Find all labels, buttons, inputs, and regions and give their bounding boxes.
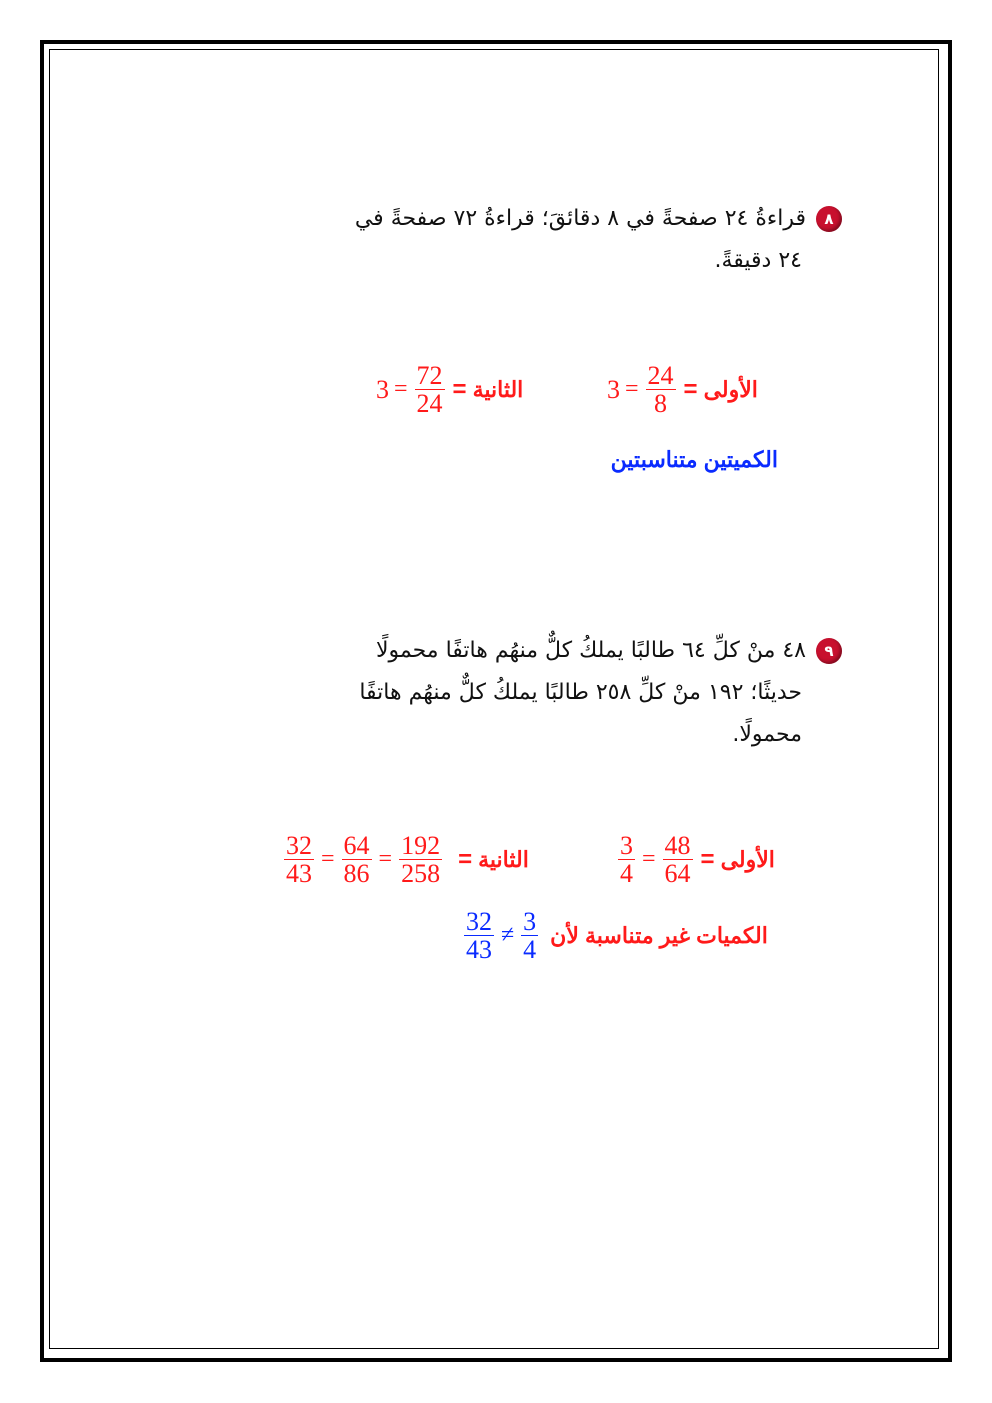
numerator: 3 <box>620 831 633 860</box>
problem-9-text-3: محمولًا. <box>732 721 802 747</box>
sol8-first-result: 3 <box>607 374 620 404</box>
sol9-first-fraction-1 <box>663 832 693 888</box>
numerator: 3 <box>523 907 537 936</box>
problem-8-text-1: قراءةُ ٢٤ صفحةً في ٨ دقائقَ؛ قراءةُ ٧٢ صفحةً في <box>354 206 806 231</box>
denominator: 4 <box>620 859 633 889</box>
solution-8-second <box>376 362 523 418</box>
problem-8-line-2 <box>282 240 842 282</box>
equals-sign: = <box>642 846 656 873</box>
problem-9 <box>282 630 842 755</box>
sol9-second-fraction-3 <box>284 832 314 888</box>
equals-sign: = <box>378 846 393 873</box>
problem-8-badge: ٨ <box>816 206 842 232</box>
denominator: 64 <box>664 859 691 889</box>
sol8-second-fraction <box>415 362 445 418</box>
numerator: 48 <box>664 831 691 860</box>
sol8-first-label: الأولى <box>703 376 758 402</box>
sol9-conclusion-text: الكميات غير متناسبة لأن <box>550 922 768 948</box>
numerator: 24 <box>647 361 674 390</box>
problem-9-line-3 <box>282 714 842 756</box>
denominator: 43 <box>286 859 312 889</box>
equals-sign: = <box>625 376 639 403</box>
equals-sign: = <box>394 376 408 403</box>
problem-9-line-1 <box>282 630 842 672</box>
denominator: 258 <box>401 859 441 889</box>
sol9-compare-fraction-2 <box>464 908 494 964</box>
equals-sign: = <box>452 375 467 403</box>
denominator: 24 <box>416 389 443 419</box>
numerator: 64 <box>343 831 370 860</box>
solution-9-second <box>282 832 529 888</box>
denominator: 43 <box>466 935 492 965</box>
not-equal-sign: ≠ <box>501 922 515 949</box>
numerator: 72 <box>416 361 443 390</box>
solution-8-conclusion: الكميتين متناسبتين <box>610 447 778 472</box>
equals-sign: = <box>458 845 473 873</box>
sol9-second-fraction-1 <box>399 832 442 888</box>
problem-8-text-2: ٢٤ دقيقةً. <box>714 247 802 273</box>
solution-9-conclusion <box>462 908 768 964</box>
sol8-first-fraction <box>646 362 676 418</box>
equals-sign: = <box>700 845 715 873</box>
sol8-second-result: 3 <box>376 374 389 404</box>
problem-9-line-2 <box>282 672 842 714</box>
sol9-second-fraction-2 <box>342 832 372 888</box>
solution-9-first <box>616 832 775 888</box>
sol9-compare-fraction-1 <box>521 908 538 964</box>
solution-8-first <box>607 362 758 418</box>
problem-9-text-1: ٤٨ منْ كلِّ ٦٤ طالبًا يملكُ كلٌّ منهُم هاتفًا محمولًا <box>375 638 806 663</box>
sol9-second-label: الثانية <box>478 846 529 872</box>
problem-9-badge: ٩ <box>816 638 842 664</box>
problem-8 <box>282 198 842 282</box>
numerator: 192 <box>401 831 441 860</box>
numerator: 32 <box>286 831 312 860</box>
denominator: 8 <box>654 389 668 419</box>
sol8-second-label: الثانية <box>472 376 524 402</box>
numerator: 32 <box>466 907 492 936</box>
problem-8-line-1 <box>282 198 842 240</box>
problem-9-text-2: حديثًا؛ ١٩٢ منْ كلِّ ٢٥٨ طالبًا يملكُ كلٌّ منهُم هاتفًا <box>359 679 802 705</box>
sol9-first-label: الأولى <box>720 846 775 872</box>
equals-sign: = <box>321 846 335 873</box>
denominator: 4 <box>523 935 537 965</box>
sol9-first-fraction-2 <box>618 832 635 888</box>
denominator: 86 <box>343 859 370 889</box>
equals-sign: = <box>683 375 698 403</box>
